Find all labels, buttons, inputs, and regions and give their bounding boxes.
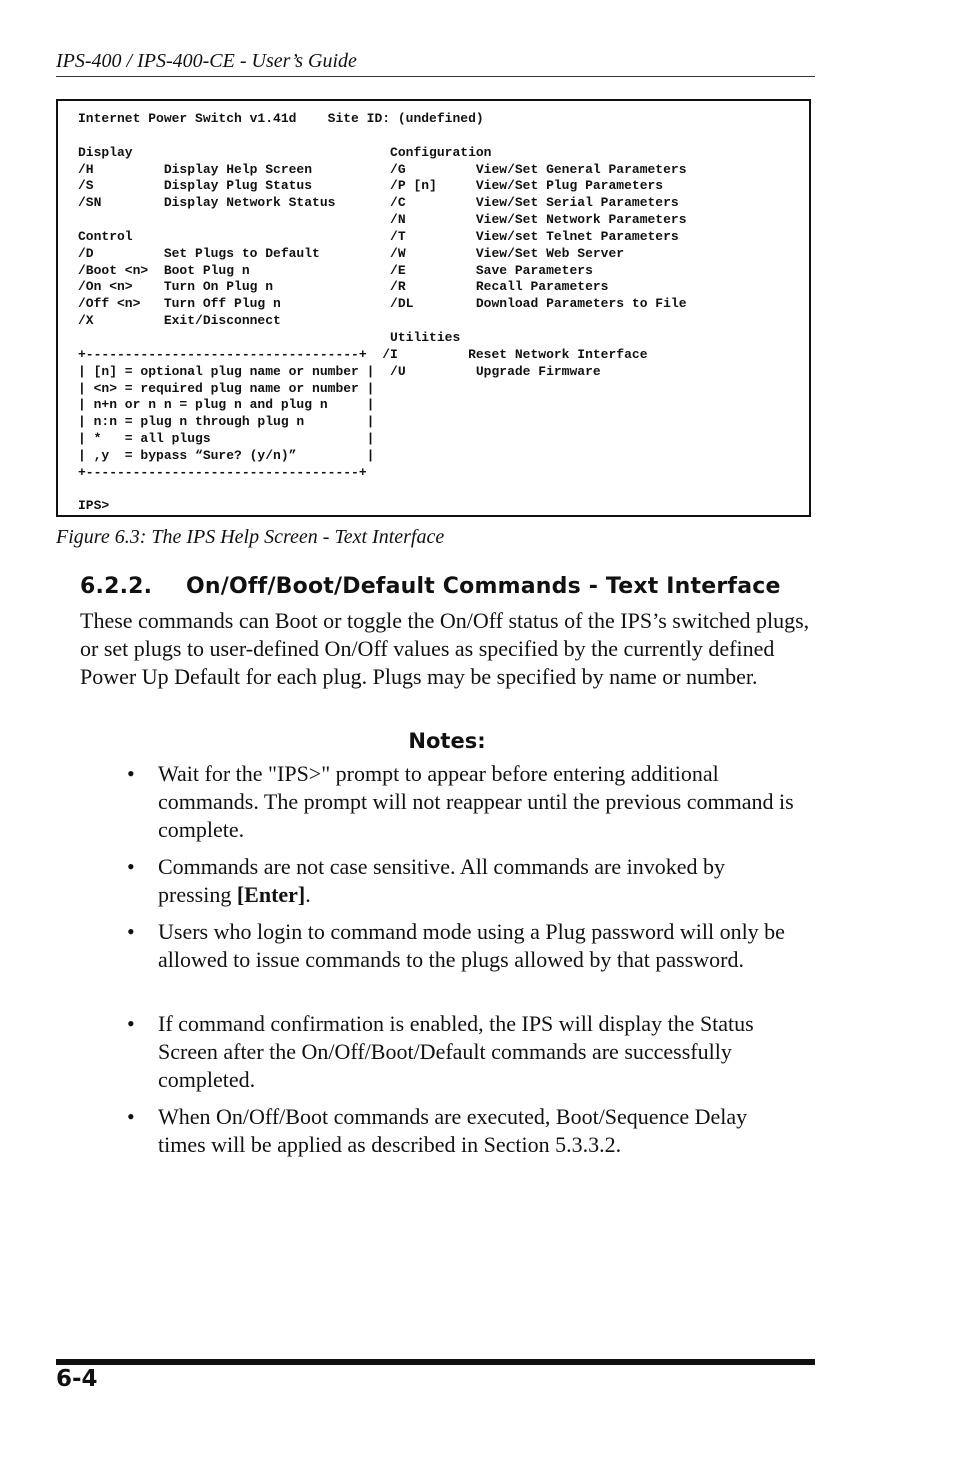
terminal-line: /Boot <n> Boot Plug n /E Save Parameters: [78, 262, 593, 278]
terminal-line: Display Configuration: [78, 144, 492, 160]
bullet-icon: •: [127, 1011, 135, 1036]
terminal-line: /On <n> Turn On Plug n /R Recall Parameters: [78, 279, 609, 295]
note-text: Users who login to command mode using a Plug password will only be allowed to issue commands to the plugs allowed by that password.: [158, 919, 785, 972]
section-intro-paragraph: These commands can Boot or toggle the On/Off status of the IPS’s switched plugs, or set plugs to user-defined On/Off values as specified by the currently defined Power Up Default for each plug. Plugs may be specified by name or number.: [80, 608, 810, 689]
figure-caption: Figure 6.3: The IPS Help Screen - Text Interface: [56, 526, 445, 548]
section-heading: [80, 574, 781, 599]
bullet-icon: •: [127, 1104, 135, 1129]
running-header: IPS-400 / IPS-400-CE - User’s Guide: [56, 50, 357, 72]
enter-key-label: [Enter]: [236, 882, 306, 907]
note-text: Wait for the "IPS>" prompt to appear before entering additional commands. The prompt will not reappear until the previous command is complete.: [158, 761, 794, 842]
bullet-icon: •: [127, 761, 135, 786]
terminal-line: /S Display Plug Status /P [n] View/Set Plug Parameters: [78, 178, 664, 194]
terminal-line: | ,y = bypass “Sure? (y/n)” |: [78, 447, 375, 463]
terminal-line: /SN Display Network Status /C View/Set Serial Parameters: [78, 195, 679, 211]
note-text-part: Commands are not case sensitive. All commands are invoked by pressing: [158, 854, 725, 907]
header-rule: [56, 76, 815, 77]
terminal-line: /N View/Set Network Parameters: [78, 212, 687, 228]
section-number: 6.2.2.: [80, 574, 153, 599]
section-title: On/Off/Boot/Default Commands - Text Interface: [186, 574, 781, 599]
terminal-text: [78, 111, 687, 515]
note-text: [158, 853, 798, 909]
terminal-line: | <n> = required plug name or number |: [78, 380, 375, 396]
terminal-line: Control /T View/set Telnet Parameters: [78, 228, 679, 244]
terminal-line: | [n] = optional plug name or number | /U Upgrade Firmware: [78, 363, 601, 379]
terminal-line: | * = all plugs |: [78, 431, 375, 447]
notes-heading: Notes:: [408, 729, 486, 753]
note-text: When On/Off/Boot commands are executed, Boot/Sequence Delay times will be applied as described in Section 5.3.3.2.: [158, 1104, 748, 1157]
terminal-line: +-----------------------------------+ /I Reset Network Interface: [78, 346, 648, 362]
page-number: 6-4: [56, 1366, 98, 1392]
terminal-line: | n+n or n n = plug n and plug n |: [78, 397, 375, 413]
terminal-line: IPS>: [78, 498, 110, 514]
terminal-line: Utilities: [78, 329, 461, 345]
bullet-icon: •: [127, 919, 135, 944]
terminal-line: +-----------------------------------+: [78, 464, 367, 480]
note-text-part: .: [305, 882, 311, 907]
bullet-icon: •: [127, 854, 135, 879]
note-text: If command confirmation is enabled, the IPS will display the Status Screen after the On/Off/Boot/Default commands are successfully completed.: [158, 1011, 754, 1092]
terminal-screen: [56, 99, 811, 517]
footer-rule: [56, 1359, 815, 1365]
terminal-line: /Off <n> Turn Off Plug n /DL Download Parameters to File: [78, 296, 687, 312]
terminal-line: Internet Power Switch v1.41d Site ID: (undefined): [78, 111, 484, 126]
terminal-line: /D Set Plugs to Default /W View/Set Web Server: [78, 245, 625, 261]
terminal-line: | n:n = plug n through plug n |: [78, 414, 375, 430]
terminal-line: /H Display Help Screen /G View/Set General Parameters: [78, 161, 687, 177]
terminal-line: /X Exit/Disconnect: [78, 313, 281, 329]
